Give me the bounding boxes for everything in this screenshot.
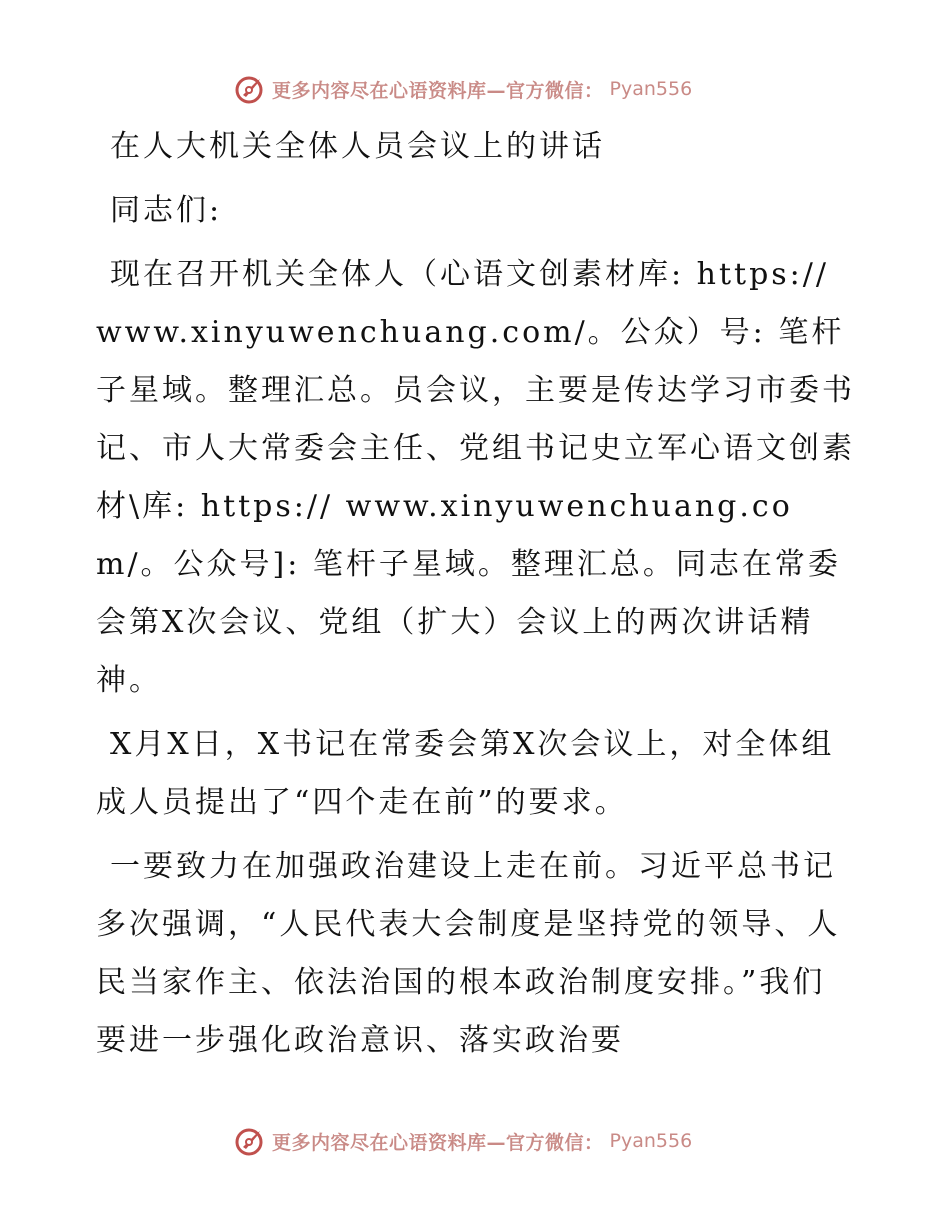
banner-wechat-id: Pyan556: [609, 1130, 693, 1152]
footer-banner: [234, 1124, 714, 1158]
document-body: [96, 118, 856, 1076]
paragraph-2: X月X日，X书记在常委会第X次会议上，对全体组成人员提出了“四个走在前”的要求。: [96, 727, 835, 820]
banner-text: 更多内容尽在心语资料库—官方微信：: [272, 79, 604, 102]
document-title: 在人大机关全体人员会议上的讲话: [110, 129, 605, 164]
banner-wechat-id: Pyan556: [609, 78, 693, 100]
logo-icon: [234, 73, 266, 105]
header-banner: [234, 72, 714, 106]
paragraph-1: 现在召开机关全体人（心语文创素材库: https://www.xinyuwenchuang.com/。公众）号: 笔杆子星域。整理汇总。员会议，主要是传达学习市委书记、市人大常委会主任、党组书记史立军心语文创素材\库: https:// www.xinyuwenchuang.com/。公众号]: 笔杆子星域。整理汇总。同志在常委会第X次会议、党组（扩大）会议上的两次讲话精神。: [96, 257, 855, 698]
logo-icon: [234, 1125, 266, 1157]
paragraph-3: 一要致力在加强政治建设上走在前。习近平总书记多次强调，“人民代表大会制度是坚持党的领导、人民当家作主、依法治国的根本政治制度安排。”我们要进一步强化政治意识、落实政治要: [96, 849, 841, 1058]
banner-text: 更多内容尽在心语资料库—官方微信：: [272, 1131, 604, 1154]
salutation: 同志们:: [110, 193, 223, 228]
